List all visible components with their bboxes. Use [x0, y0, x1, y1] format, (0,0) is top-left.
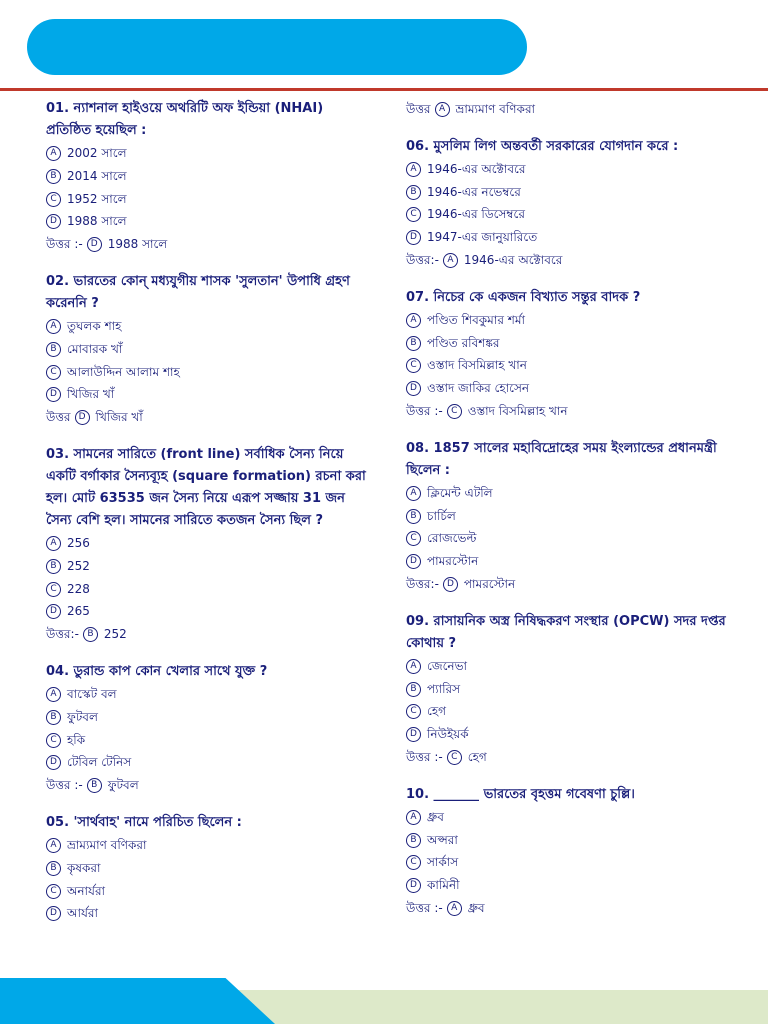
option-letter-d-icon: D [406, 878, 421, 893]
question-title: 10. _______ ভারতের বৃহত্তম গবেষণা চুল্লি। [406, 786, 635, 802]
option-letter-c-icon: C [406, 531, 421, 546]
question-title: 09. রাসায়নিক অস্ত্র নিষিদ্ধকরণ সংস্থার (OPCW) সদর দপ্তর কোথায় ? [406, 613, 726, 651]
option-letter-a-icon: A [46, 687, 61, 702]
answer-text: হেগ [467, 749, 487, 764]
option-letter-a-icon: A [406, 486, 421, 501]
option-a [406, 309, 736, 332]
option-text: 1988 সালে [67, 214, 127, 229]
option-text: খিজির খাঁ [67, 387, 115, 402]
option-c [46, 188, 366, 211]
answer-letter-icon: A [443, 253, 458, 268]
option-text: টেবিল টেনিস [67, 755, 132, 770]
option-letter-c-icon: C [46, 582, 61, 597]
option-letter-a-icon: A [46, 146, 61, 161]
question-title: 02. ভারতের কোন্ মধ্যযুগীয় শাসক 'সুলতান' উপাধি গ্রহণ করেননি ? [46, 273, 350, 311]
question-title: 01. ন্যাশনাল হাইওয়ে অথরিটি অফ ইন্ডিয়া (NHAI) প্রতিষ্ঠিত হয়েছিল : [46, 101, 324, 138]
answer-letter-icon: A [447, 901, 462, 916]
answer-text: ভ্রাম্যমাণ বণিকরা [455, 102, 536, 116]
option-d [406, 874, 736, 897]
footer-band-green [230, 990, 768, 1024]
option-letter-a-icon: A [46, 536, 61, 551]
option-letter-d-icon: D [406, 230, 421, 245]
question-02 [46, 271, 366, 429]
option-letter-b-icon: B [46, 861, 61, 876]
option-text: 2014 সালে [67, 168, 127, 183]
option-text: প্যারিস [427, 681, 461, 696]
answer-prefix: উত্তর :- [406, 749, 443, 764]
option-d [46, 902, 366, 925]
option-letter-c-icon: C [46, 733, 61, 748]
answer-letter-icon: D [443, 577, 458, 592]
answer-letter-icon: B [87, 778, 102, 793]
option-text: 228 [67, 581, 90, 596]
option-b [406, 505, 736, 528]
option-text: পণ্ডিত রবিশঙ্কর [427, 335, 500, 350]
option-text: ফুটবল [67, 709, 98, 724]
header-divider [0, 88, 768, 91]
option-a [46, 142, 366, 165]
answer-prefix: উত্তর :- [46, 237, 83, 252]
option-c [46, 729, 366, 752]
option-text: নিউইয়র্ক [427, 727, 469, 742]
option-text: ওস্তাদ জাকির হোসেন [427, 381, 530, 396]
option-a [46, 683, 366, 706]
option-text: আর্যরা [67, 906, 98, 921]
answer-text: 252 [103, 627, 127, 642]
answer-letter-icon: A [435, 102, 450, 117]
option-c [406, 700, 736, 723]
option-text: 1952 সালে [67, 191, 127, 206]
option-letter-c-icon: C [406, 358, 421, 373]
answer-prefix: উত্তর:- [406, 576, 439, 591]
question-title: 06. মুসলিম লিগ অন্তবর্তী সরকারের যোগদান করে : [406, 138, 679, 154]
option-b [46, 555, 366, 578]
answer-prefix: উত্তর :- [46, 778, 83, 793]
option-d [46, 383, 366, 406]
option-letter-b-icon: B [406, 509, 421, 524]
option-letter-d-icon: D [46, 906, 61, 921]
option-b [46, 706, 366, 729]
answer-line [46, 774, 366, 797]
option-letter-a-icon: A [406, 162, 421, 177]
option-a [46, 532, 366, 555]
option-text: হকি [67, 732, 86, 747]
question-title: 04. ডুরান্ড কাপ কোন খেলার সাথে যুক্ত ? [46, 663, 268, 679]
answer-line [406, 400, 736, 423]
question-04 [46, 661, 366, 797]
option-letter-b-icon: B [406, 833, 421, 848]
answer-prefix: উত্তর :- [406, 900, 443, 915]
right-column [406, 98, 736, 935]
answer-letter-icon: D [75, 410, 90, 425]
option-text: চার্চিল [427, 508, 456, 523]
answer-prefix: উত্তর:- [406, 252, 439, 267]
header-banner [27, 19, 527, 75]
answer-line [46, 406, 366, 429]
option-text: বাস্কেট বল [67, 686, 117, 701]
option-b [406, 181, 736, 204]
option-letter-d-icon: D [406, 381, 421, 396]
question-title: 03. সামনের সারিতে (front line) সর্বাধিক সৈন্য নিয়ে একটি বর্গাকার সৈন্যব্যূহ (square formation) রচনা করা হল। মোট 63535 জন সৈন্য নিয়ে এরূপ সজ্জায় 31 জন সৈন্য বেশি হল। সামনের সারিতে কতজন সৈন্য ছিল ? [46, 446, 366, 528]
option-letter-d-icon: D [46, 604, 61, 619]
answer-prefix: উত্তর :- [406, 403, 443, 418]
option-letter-b-icon: B [406, 185, 421, 200]
option-letter-a-icon: A [406, 313, 421, 328]
option-letter-d-icon: D [46, 387, 61, 402]
option-a [406, 158, 736, 181]
question-06 [406, 136, 736, 272]
answer-text: 1946-এর অক্টোবরে [463, 252, 563, 267]
option-b [406, 829, 736, 852]
option-d [46, 600, 366, 623]
option-c [46, 880, 366, 903]
answer-line [406, 746, 736, 769]
answer-letter-icon: C [447, 404, 462, 419]
option-letter-b-icon: B [46, 342, 61, 357]
option-letter-c-icon: C [406, 704, 421, 719]
option-text: ধ্রুব [427, 809, 444, 824]
option-text: 252 [67, 558, 90, 573]
option-text: আলাউদ্দিন আলাম শাহ [67, 364, 180, 379]
answer-text: ফুটবল [107, 778, 139, 793]
option-text: 1947-এর জানুয়ারিতে [427, 230, 538, 245]
option-letter-d-icon: D [406, 727, 421, 742]
option-d [46, 210, 366, 233]
option-text: 1946-এর নভেম্বরে [427, 184, 521, 199]
option-text: কৃষকরা [67, 860, 101, 875]
option-letter-b-icon: B [46, 710, 61, 725]
answer-line [406, 249, 736, 272]
option-letter-b-icon: B [406, 682, 421, 697]
option-text: 1946-এর ডিসেম্বরে [427, 207, 525, 222]
option-letter-c-icon: C [46, 884, 61, 899]
q05-answer-line [406, 98, 736, 121]
option-b [46, 165, 366, 188]
answer-text: ধ্রুব [467, 900, 485, 915]
option-b [406, 678, 736, 701]
option-d [406, 550, 736, 573]
option-c [406, 527, 736, 550]
option-letter-a-icon: A [46, 319, 61, 334]
option-letter-a-icon: A [46, 838, 61, 853]
answer-letter-icon: B [83, 627, 98, 642]
option-text: সার্কাস [427, 855, 459, 870]
answer-line [406, 573, 736, 596]
option-c [46, 578, 366, 601]
question-title: 07. নিচের কে একজন বিখ্যাত সন্তুর বাদক ? [406, 289, 641, 305]
option-d [406, 723, 736, 746]
option-b [46, 338, 366, 361]
question-08 [406, 438, 736, 596]
option-a [406, 482, 736, 505]
option-text: তুঘলক শাহ [67, 318, 122, 333]
option-letter-c-icon: C [46, 192, 61, 207]
option-letter-b-icon: B [46, 169, 61, 184]
option-text: মোবারক খাঁ [67, 341, 123, 356]
option-text: 256 [67, 535, 90, 550]
option-text: 1946-এর অক্টোবরে [427, 161, 526, 176]
option-d [406, 226, 736, 249]
option-a [406, 655, 736, 678]
option-letter-c-icon: C [406, 207, 421, 222]
answer-text: খিজির খাঁ [95, 410, 143, 425]
option-b [46, 857, 366, 880]
answer-letter-icon: D [87, 237, 102, 252]
option-c [406, 203, 736, 226]
question-01 [46, 98, 366, 256]
question-05 [46, 812, 366, 925]
option-letter-a-icon: A [406, 810, 421, 825]
question-10 [406, 784, 736, 920]
option-d [406, 377, 736, 400]
option-text: ক্লিমেন্ট এটলি [427, 485, 493, 500]
option-text: 265 [67, 604, 90, 619]
option-letter-d-icon: D [406, 554, 421, 569]
option-c [406, 851, 736, 874]
question-03 [46, 444, 366, 646]
question-title: 08. 1857 সালের মহাবিদ্রোহের সময় ইংল্যান্ডের প্রধানমন্ত্রী ছিলেন : [406, 440, 717, 478]
answer-prefix: উত্তর [406, 102, 431, 116]
option-text: অপ্সরা [427, 832, 458, 847]
option-text: জেনেভা [427, 658, 468, 673]
option-letter-d-icon: D [46, 755, 61, 770]
answer-line [46, 623, 366, 646]
answer-prefix: উত্তর:- [46, 627, 79, 642]
answer-text: 1988 সালে [107, 237, 168, 252]
left-column [46, 98, 366, 940]
answer-line [406, 897, 736, 920]
option-text: ওস্তাদ বিসমিল্লাহ খান [427, 358, 527, 373]
answer-text: পামরস্টোন [463, 576, 516, 591]
option-text: অনার্যরা [67, 883, 106, 898]
option-text: রোজভেল্ট [427, 531, 477, 546]
question-title: 05. 'সার্থবাহ' নামে পরিচিত ছিলেন : [46, 814, 242, 830]
question-07 [406, 287, 736, 423]
option-a [406, 806, 736, 829]
option-text: কামিনী [427, 878, 460, 893]
option-c [406, 354, 736, 377]
option-a [46, 315, 366, 338]
option-d [46, 751, 366, 774]
answer-text: ওস্তাদ বিসমিল্লাহ খান [467, 403, 568, 418]
option-text: ভ্রাম্যমাণ বণিকরা [67, 837, 147, 852]
option-c [46, 361, 366, 384]
option-a [46, 834, 366, 857]
answer-line [46, 233, 366, 256]
answer-letter-icon: C [447, 750, 462, 765]
option-text: পামরস্টোন [427, 554, 479, 569]
option-letter-b-icon: B [46, 559, 61, 574]
option-letter-b-icon: B [406, 336, 421, 351]
option-text: হেগ [427, 704, 447, 719]
answer-prefix: উত্তর [46, 410, 71, 425]
option-letter-a-icon: A [406, 659, 421, 674]
question-09 [406, 611, 736, 769]
option-letter-c-icon: C [406, 855, 421, 870]
option-letter-c-icon: C [46, 365, 61, 380]
option-text: 2002 সালে [67, 146, 127, 160]
option-b [406, 332, 736, 355]
footer-band-blue [0, 978, 275, 1024]
option-letter-d-icon: D [46, 214, 61, 229]
option-text: পণ্ডিত শিবকুমার শর্মা [427, 312, 525, 327]
